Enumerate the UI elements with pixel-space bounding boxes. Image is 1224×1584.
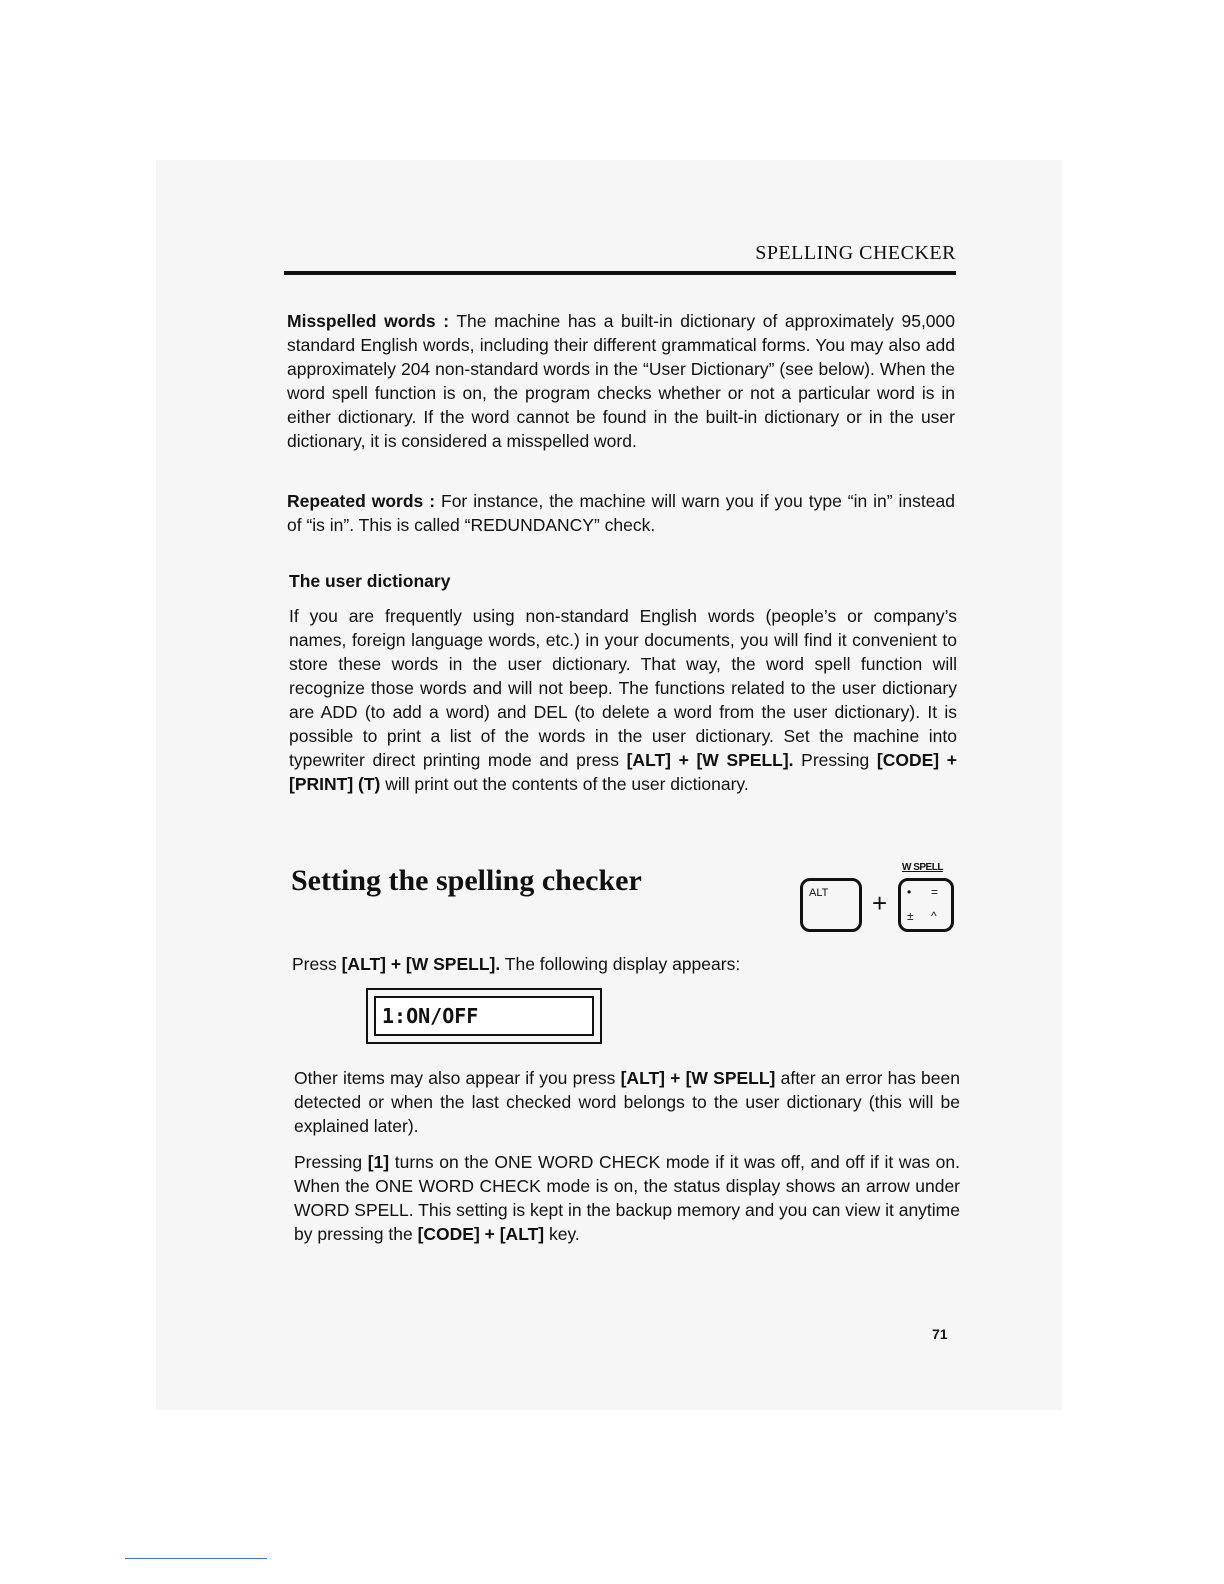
key-combo-code-alt: [CODE] + [ALT] — [417, 1224, 545, 1244]
key-illustration — [800, 862, 960, 942]
paragraph-user-dictionary — [289, 604, 957, 796]
page-header: SPELLING CHECKER — [755, 242, 956, 264]
alt-key-icon — [800, 878, 862, 932]
key-combo-alt-wspell: [ALT] + [W SPELL]. — [626, 750, 794, 770]
repeated-words-text: For instance, the machine will warn you if you type “in in” instead of “is in”. This is called “REDUNDANCY” check. — [287, 491, 955, 535]
term-misspelled-words: Misspelled words : — [287, 311, 450, 331]
user-dictionary-text-3: will print out the contents of the user dictionary. — [385, 774, 749, 794]
lcd-display-text: 1:ON/OFF — [374, 996, 594, 1036]
paragraph-repeated-words — [287, 489, 955, 537]
w-spell-key-icon — [898, 878, 954, 932]
key-combo-alt-wspell: [ALT] + [W SPELL]. — [341, 954, 501, 974]
section-title: Setting the spelling checker — [291, 864, 642, 897]
pressing-text-1: Pressing — [294, 1152, 363, 1172]
term-repeated-words: Repeated words : — [287, 491, 436, 511]
key-combo-alt-wspell: [ALT] + [W SPELL] — [620, 1068, 776, 1088]
key-1: [1] — [367, 1152, 390, 1172]
key-combo-code-print: [CODE] + [PRINT] (T) — [289, 750, 957, 794]
w-spell-key-label: W SPELL — [902, 862, 943, 873]
paragraph-other-items — [294, 1066, 960, 1138]
misspelled-words-text: The machine has a built-in dictionary of approximately 95,000 standard English words, including their different grammatical forms. You may also add approximately 204 non-standard words in the “User Dictionary” (see below). When the word spell function is on, the program checks whether or not a particular word is in either dictionary. If the word cannot be found in the built-in dictionary or in the user dictionary, it is considered a misspelled word. — [287, 311, 956, 451]
page-number: 71 — [932, 1326, 948, 1342]
press-line-text-1: Press — [292, 954, 337, 974]
press-line-text-2: The following display appears: — [504, 954, 741, 974]
paragraph-pressing — [294, 1150, 960, 1246]
pressing-text-3: key. — [548, 1224, 580, 1244]
footer-line — [125, 1558, 267, 1559]
alt-key-label: ALT — [809, 887, 829, 899]
header-rule — [284, 271, 956, 275]
lcd-display — [366, 988, 602, 1044]
paragraph-misspelled-words — [287, 309, 955, 453]
user-dictionary-text-1: If you are frequently using non-standard English words (people’s or company’s names, foreign language words, etc.) in your documents, you will find it convenient to store these words in the user dictionary. That way, the word spell function will recognize those words and will not beep. The functions related to the user dictionary are ADD (to add a word) and DEL (to delete a word from the user dictionary). It is possible to print a list of the words in the user dictionary. Set the machine into typewriter direct printing mode and press — [289, 606, 957, 770]
key-glyph: • — [907, 885, 912, 899]
user-dictionary-text-2: Pressing — [801, 750, 870, 770]
paragraph-press-line — [292, 952, 960, 976]
user-dictionary-heading: The user dictionary — [289, 571, 451, 591]
key-glyph: ^ — [931, 909, 937, 923]
key-glyph: = — [931, 885, 939, 899]
other-items-text-2: after an error has been detected or when the last checked word belongs to the user dictionary (this will be explained later). — [294, 1068, 960, 1136]
plus-icon: + — [872, 888, 888, 918]
other-items-text-1: Other items may also appear if you press — [294, 1068, 616, 1088]
pressing-text-2: turns on the ONE WORD CHECK mode if it was off, and off if it was on. When the ONE WORD CHECK mode is on, the status display shows an arrow under WORD SPELL. This setting is kept in the backup memory and you can view it anytime by pressing the — [294, 1152, 960, 1244]
key-glyph: ± — [907, 909, 914, 923]
